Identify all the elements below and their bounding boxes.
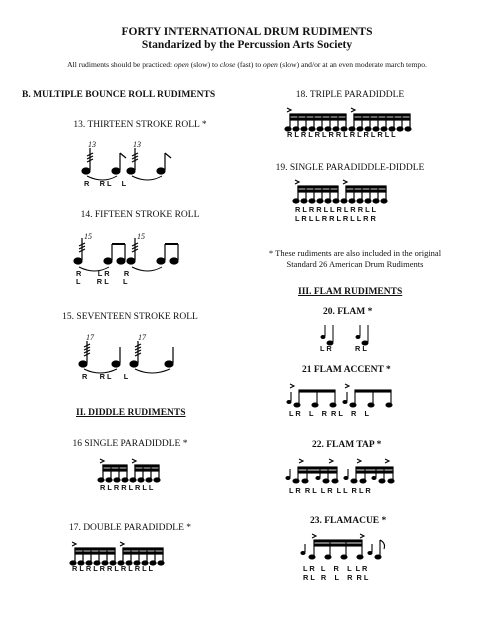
note-open-2: open xyxy=(263,60,278,69)
rudiment-14-sticking-2: L R L L xyxy=(76,277,128,286)
rudiment-21-sticking: L R L R R L R L xyxy=(289,409,370,418)
rudiment-15-tuplet-1: 17 xyxy=(86,333,94,342)
note-text-4: (slow) and/or at an even moderate march tempo. xyxy=(277,60,427,69)
section-flam: III. FLAM RUDIMENTS xyxy=(298,287,403,297)
rudiment-14-tuplet-1: 15 xyxy=(84,232,92,241)
practice-note xyxy=(0,60,494,69)
rudiment-21-name: 21 FLAM ACCENT * xyxy=(302,365,391,375)
rudiment-13-tuplet-1: 13 xyxy=(88,140,96,149)
section-multiple-bounce: B. MULTIPLE BOUNCE ROLL RUDIMENTS xyxy=(22,90,216,100)
rudiment-22-notation xyxy=(285,455,405,487)
rudiment-14-name: 14. FIFTEEN STROKE ROLL xyxy=(80,210,200,220)
note-text-3: (fast) to xyxy=(235,60,264,69)
rudiment-18-sticking: R L R L R L R R L R L R L R L L xyxy=(287,130,396,139)
rudiment-20-name: 20. FLAM * xyxy=(323,307,373,317)
note-text-2: (slow) to xyxy=(188,60,220,69)
rudiment-23-name: 23. FLAMACUE * xyxy=(310,516,387,526)
rudiment-16-sticking: R L R R L R L L xyxy=(100,483,154,492)
rudiment-22-sticking: L R R L L R L L R L R xyxy=(289,486,371,495)
rudiment-13-name: 13. THIRTEEN STROKE ROLL * xyxy=(73,120,207,130)
rudiment-15-sticking: R R L L xyxy=(82,372,129,381)
rudiment-19-sticking-1: R L R R L L R L R R L L xyxy=(295,205,377,214)
section-diddle: II. DIDDLE RUDIMENTS xyxy=(76,408,186,418)
rudiment-19-notation xyxy=(293,176,403,206)
rudiment-20-sticking-2: R L xyxy=(355,344,367,353)
rudiment-14-tuplet-2: 15 xyxy=(137,232,145,241)
rudiment-14-sticking-1: R L R R xyxy=(76,269,130,278)
rudiment-13-sticking: R R L L xyxy=(84,179,127,188)
rudiment-16-name: 16 SINGLE PARADIDDLE * xyxy=(72,439,188,449)
rudiment-23-sticking-2: R L R L R R L xyxy=(303,573,369,582)
rudiment-14-notation xyxy=(75,230,195,270)
rudiment-19-name: 19. SINGLE PARADIDDLE-DIDDLE xyxy=(275,163,425,173)
page-title: FORTY INTERNATIONAL DRUM RUDIMENTS xyxy=(121,26,373,38)
note-close: close xyxy=(219,60,236,69)
rudiment-15-name: 15. SEVENTEEN STROKE ROLL xyxy=(62,312,198,322)
rudiment-15-notation xyxy=(80,333,190,373)
footnote-line-2: Standard 26 American Drum Rudiments xyxy=(286,259,424,269)
rudiment-17-sticking: R L R L R R L R L R L L xyxy=(72,564,154,573)
rudiment-22-name: 22. FLAM TAP * xyxy=(312,440,382,450)
rudiment-17-name: 17. DOUBLE PARADIDDLE * xyxy=(68,523,192,533)
note-open-1: open xyxy=(174,60,189,69)
page-subtitle: Standarized by the Percussion Arts Society xyxy=(141,39,353,51)
rudiment-13-tuplet-2: 13 xyxy=(133,140,141,149)
rudiment-15-tuplet-2: 17 xyxy=(138,333,146,342)
footnote-line-1: * These rudiments are also included in the original xyxy=(268,248,442,258)
rudiment-18-name: 18. TRIPLE PARADIDDLE xyxy=(295,90,405,100)
rudiment-20-sticking-1: L R xyxy=(320,344,332,353)
rudiment-21-notation xyxy=(287,380,407,410)
note-text-1: All rudiments should be practiced: xyxy=(67,60,175,69)
rudiment-23-sticking-1: L R L R L L R xyxy=(303,564,368,573)
rudiment-23-notation xyxy=(300,530,400,564)
rudiment-16-notation xyxy=(98,455,178,485)
rudiment-19-sticking-2: L R L L R R L R L L R R xyxy=(295,214,376,223)
